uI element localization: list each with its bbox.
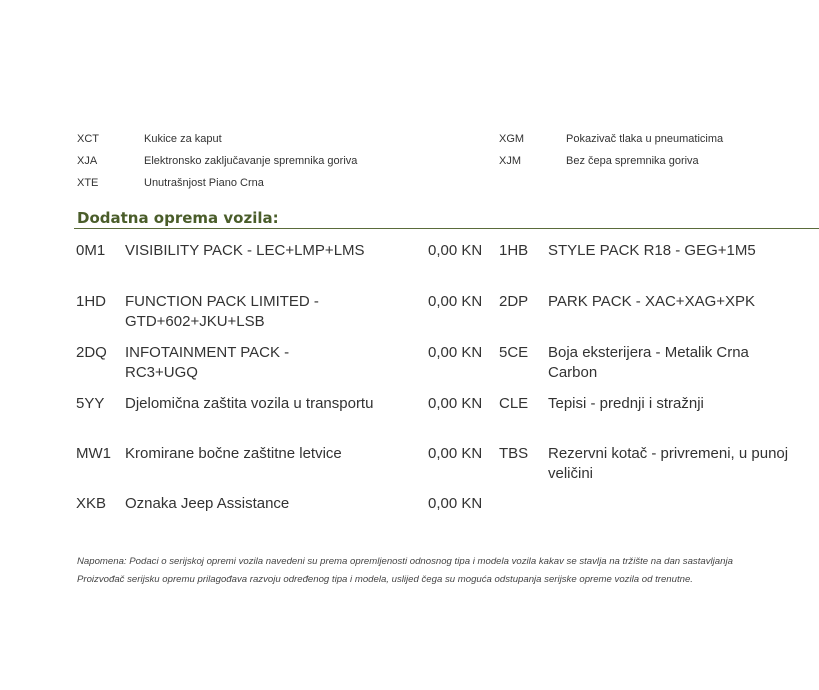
option-name: VISIBILITY PACK - LEC+LMP+LMS xyxy=(125,242,365,259)
option-code: MW1 xyxy=(76,445,111,462)
standard-code: XGM xyxy=(499,133,525,145)
option-name: Boja eksterijera - Metalik Crna Carbon xyxy=(548,344,749,381)
option-code: 1HD xyxy=(76,293,107,310)
option-price: 0,00 KN xyxy=(428,395,483,412)
standard-description: Elektronsko zaključavanje spremnika goriva xyxy=(144,155,358,167)
standard-code: XJA xyxy=(77,155,98,167)
option-name: Tepisi - prednji i stražnji xyxy=(548,395,704,412)
standard-code: XCT xyxy=(77,133,99,145)
standard-description: Unutrašnjost Piano Crna xyxy=(144,177,264,189)
option-code: 2DP xyxy=(499,293,529,310)
option-name: Oznaka Jeep Assistance xyxy=(125,495,290,512)
option-price: 0,00 KN xyxy=(428,445,483,462)
option-code: 5CE xyxy=(499,344,529,361)
option-name: Kromirane bočne zaštitne letvice xyxy=(125,445,342,462)
footnote-line: Napomena: Podaci o serijskoj opremi vozila navedeni su prema opremljenosti odnosnog tipa i modela vozila kakav se stavlja na tržište na dan sastavljanja xyxy=(77,556,733,567)
standard-code: XJM xyxy=(499,155,521,167)
option-name: STYLE PACK R18 - GEG+1M5 xyxy=(548,242,756,259)
standard-description: Pokazivač tlaka u pneumaticima xyxy=(566,133,724,145)
option-code: CLE xyxy=(499,395,529,412)
option-code: 5YY xyxy=(76,395,105,412)
option-price: 0,00 KN xyxy=(428,344,483,361)
section-title: Dodatna oprema vozila: xyxy=(77,209,279,227)
option-code: 2DQ xyxy=(76,344,107,361)
option-code: 1HB xyxy=(499,242,529,259)
option-price: 0,00 KN xyxy=(428,495,483,512)
option-code: TBS xyxy=(499,445,529,462)
footnote-line: Proizvođač serijsku opremu prilagođava razvoju određenog tipa i modela, uslijed čega su moguća odstupanja serijske opreme vozila od trenutne. xyxy=(77,574,693,585)
standard-description: Kukice za kaput xyxy=(144,133,222,145)
option-name: Djelomična zaštita vozila u transportu xyxy=(125,395,374,412)
option-code: XKB xyxy=(76,495,107,512)
option-code: 0M1 xyxy=(76,242,106,259)
option-name: FUNCTION PACK LIMITED - GTD+602+JKU+LSB xyxy=(125,293,319,330)
option-name: INFOTAINMENT PACK - RC3+UGQ xyxy=(125,344,290,381)
option-price: 0,00 KN xyxy=(428,242,483,259)
standard-code: XTE xyxy=(77,177,99,189)
option-name: Rezervni kotač - privremeni, u punoj veličini xyxy=(548,445,789,482)
section-divider xyxy=(74,228,819,229)
option-name: PARK PACK - XAC+XAG+XPK xyxy=(548,293,756,310)
option-price: 0,00 KN xyxy=(428,293,483,310)
standard-description: Bez čepa spremnika goriva xyxy=(566,155,699,167)
